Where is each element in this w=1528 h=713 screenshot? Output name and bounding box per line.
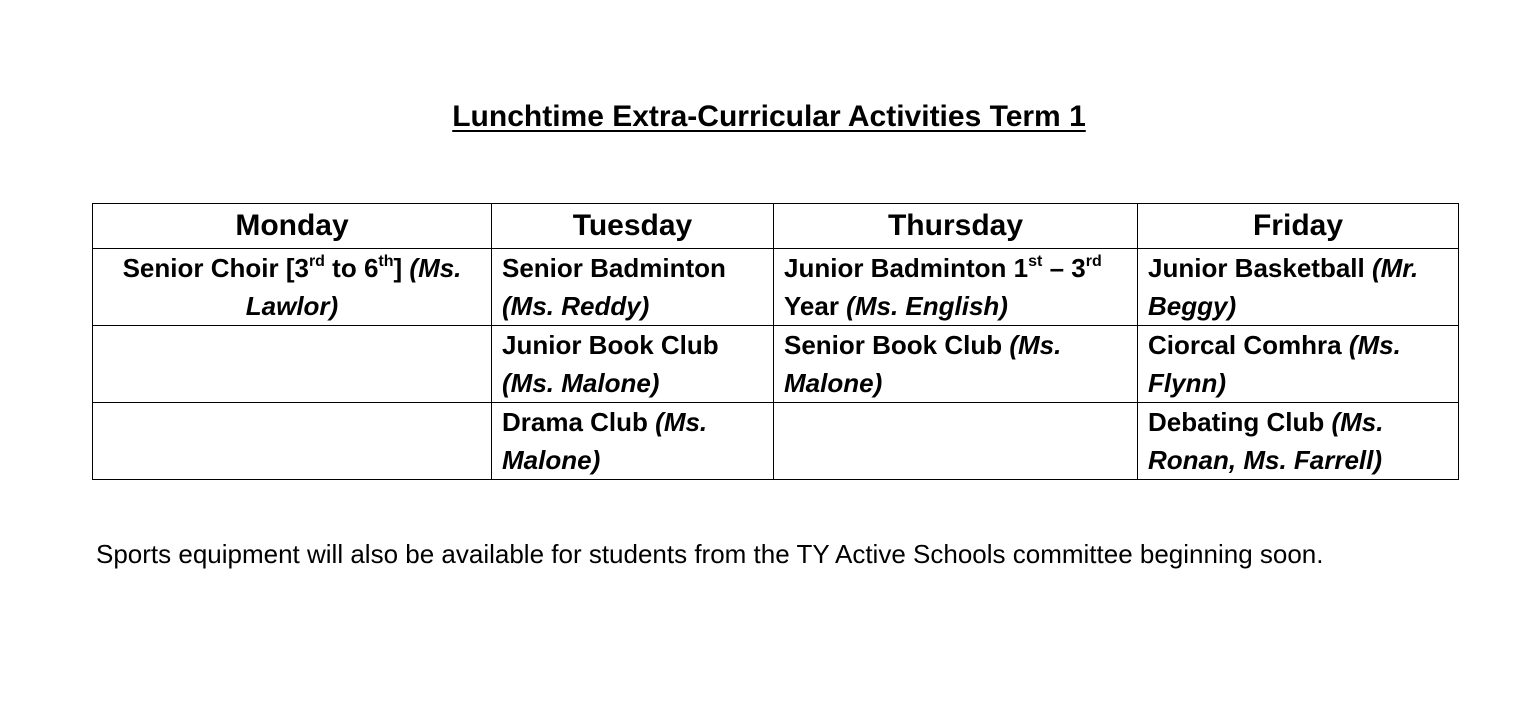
cell-empty (93, 403, 492, 480)
ordinal-suffix: rd (308, 253, 325, 270)
teacher-name: (Ms. English) (846, 291, 1008, 321)
teacher-name: (Ms. Ronan, Ms. Farrell) (1148, 407, 1384, 475)
header-thursday: Thursday (774, 204, 1138, 249)
activity-name: Senior Badminton (502, 253, 726, 283)
teacher-name: (Ms. Flynn) (1148, 330, 1401, 398)
cell-senior-choir (93, 249, 492, 326)
teacher-name: (Ms. Malone) (784, 330, 1062, 398)
teacher-name: (Ms. Reddy) (502, 291, 650, 321)
activity-name: Year (784, 291, 847, 321)
header-tuesday: Tuesday (492, 204, 774, 249)
teacher-name: (Ms. Malone) (502, 407, 708, 475)
cell-senior-badminton (492, 249, 774, 326)
table-row (93, 249, 1459, 326)
activity-name: Junior Book Club (502, 330, 719, 360)
cell-senior-book-club (774, 326, 1138, 403)
activities-table (92, 203, 1459, 480)
table-row (93, 326, 1459, 403)
activity-name: – 3 (1042, 253, 1086, 283)
activity-name: Senior Book Club (784, 330, 1010, 360)
ordinal-suffix: th (378, 253, 394, 270)
activity-name: Drama Club (502, 407, 656, 437)
activity-name: Senior Choir [3 (122, 253, 309, 283)
table-header-row (93, 204, 1459, 249)
cell-debating-club (1138, 403, 1459, 480)
footnote: Sports equipment will also be available for students from the TY Active Schools committee beginning soon. (96, 539, 1324, 569)
header-monday: Monday (93, 204, 492, 249)
cell-junior-book-club (492, 326, 774, 403)
teacher-name: (Ms. Lawlor) (245, 253, 462, 321)
cell-ciorcal-comhra (1138, 326, 1459, 403)
teacher-name: (Ms. Malone) (502, 368, 660, 398)
cell-drama-club (492, 403, 774, 480)
activity-name: to 6 (324, 253, 379, 283)
ordinal-suffix: rd (1085, 253, 1102, 270)
cell-junior-basketball (1138, 249, 1459, 326)
cell-junior-badminton (774, 249, 1138, 326)
cell-empty (93, 326, 492, 403)
ordinal-suffix: st (1028, 253, 1043, 270)
teacher-name: (Mr. Beggy) (1148, 253, 1419, 321)
header-friday: Friday (1138, 204, 1459, 249)
activity-name: ] (393, 253, 410, 283)
activity-name: Junior Basketball (1148, 253, 1372, 283)
page-title: Lunchtime Extra-Curricular Activities Term 1 (452, 100, 1086, 133)
cell-empty (774, 403, 1138, 480)
activity-name: Ciorcal Comhra (1148, 330, 1349, 360)
table-row (93, 403, 1459, 480)
activity-name: Debating Club (1148, 407, 1332, 437)
activity-name: Junior Badminton 1 (784, 253, 1029, 283)
